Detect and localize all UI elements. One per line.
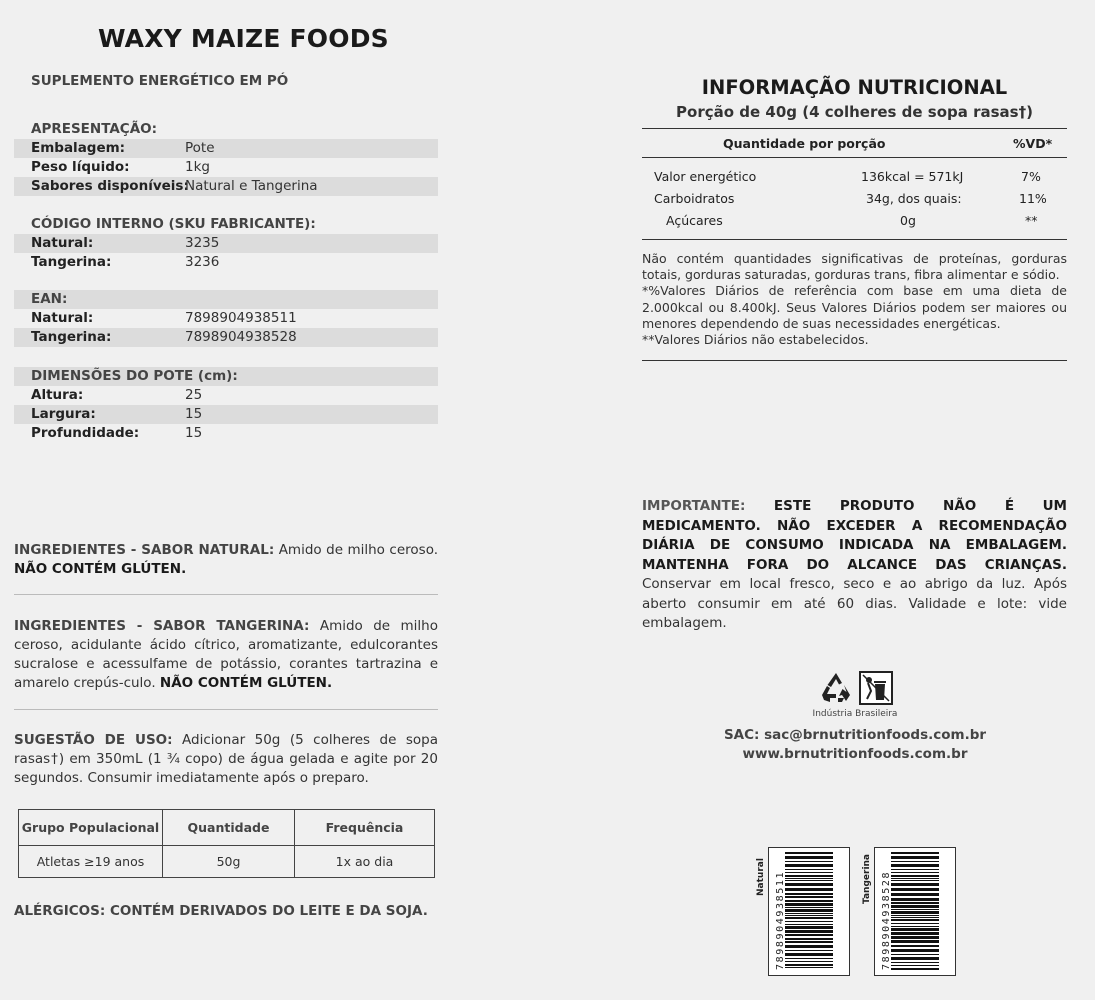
trash-bin-icon	[859, 671, 893, 705]
divider	[14, 594, 438, 595]
spec-label: Tangerina:	[31, 329, 112, 345]
barcode-bar	[785, 924, 833, 925]
barcode-digits: 7898904938511	[775, 870, 786, 970]
sugestao-text: Adicionar 50g (5 colheres de sopa rasas†) em 350mL (1 ¾ copo) de água gelada e agite por 20 segundos. Consumir imediatamente após o preparo.	[14, 732, 438, 786]
importante-bold: ESTE PRODUTO NÃO É UM MEDICAMENTO. NÃO EXCEDER A RECOMENDAÇÃO DIÁRIA DE CONSUMO INDICADA NA EMBALAGEM. MANTENHA FORA DO ALCANCE DAS CRIANÇAS.	[642, 498, 1067, 573]
spec-row	[14, 177, 438, 196]
nutrition-note: **Valores Diários não estabelecidos.	[642, 332, 869, 348]
spec-row	[14, 386, 438, 405]
spec-row	[14, 328, 438, 347]
barcode-bar	[785, 921, 833, 922]
barcode-bar	[785, 953, 833, 956]
barcode-bar	[891, 872, 939, 873]
nutrient-qty: 0g	[900, 213, 916, 228]
barcode-bar	[891, 880, 939, 881]
spec-label: Tangerina:	[31, 254, 112, 270]
section-header	[14, 120, 438, 139]
barcode-bar	[891, 936, 939, 939]
nutrition-portion: Porção de 40g (4 colheres de sopa rasas†)	[676, 103, 1033, 121]
spec-row	[14, 234, 438, 253]
barcode-bar	[785, 913, 833, 914]
nutrition-title: INFORMAÇÃO NUTRICIONAL	[701, 76, 1008, 99]
barcode-bar	[891, 902, 939, 904]
importante-lead: IMPORTANTE:	[642, 498, 746, 514]
barcode-bar	[785, 909, 833, 912]
barcode-bar	[785, 869, 833, 870]
importante-text: Conservar em local fresco, seco e ao abrigo da luz. Após aberto consumir em até 60 dias. Validade e lote: vide embalagem.	[642, 576, 1067, 631]
barcode-bar	[785, 917, 833, 919]
barcode-bar	[785, 964, 833, 966]
ingredientes-tangerina	[14, 617, 438, 693]
barcode-bar	[785, 856, 833, 859]
divider	[14, 709, 438, 710]
barcode-bar	[891, 878, 939, 879]
table-cell: Atletas ≥19 anos	[19, 846, 163, 878]
barcode-bar	[891, 861, 939, 862]
barcode-bar	[891, 856, 939, 859]
section-header-label: EAN:	[31, 291, 68, 307]
nutrient-vd: 7%	[1021, 169, 1041, 184]
barcode-bar	[785, 930, 833, 933]
spec-label: Natural:	[31, 310, 94, 326]
barcode-bar	[785, 875, 833, 877]
nutrition-rule	[642, 239, 1067, 240]
nutrition-note: *%Valores Diários de referência com base em uma dieta de 2.000kcal ou 8.400kJ. Seus Valores Diários podem ser maiores ou menores dependendo de suas necessidades energéticas.	[642, 283, 1067, 331]
table-header-cell: Grupo Populacional	[19, 810, 163, 846]
barcode-bar	[785, 961, 833, 962]
barcode-bar	[891, 928, 939, 931]
spec-value: Pote	[185, 140, 215, 156]
barcode-bar	[891, 909, 939, 910]
apresentacao-section	[14, 120, 438, 196]
ingredientes-natural-lead: INGREDIENTES - SABOR NATURAL:	[14, 542, 275, 558]
barcode-bar	[891, 945, 939, 947]
product-subtitle: SUPLEMENTO ENERGÉTICO EM PÓ	[31, 73, 289, 89]
barcode-bar	[785, 864, 833, 867]
spec-label: Peso líquido:	[31, 159, 130, 175]
barcode-tangerina	[862, 847, 956, 976]
barcode-bar	[785, 915, 833, 916]
barcode-bars	[785, 852, 833, 971]
section-header	[14, 367, 438, 386]
recycle-icon	[818, 671, 854, 705]
gluten-free-note: NÃO CONTÉM GLÚTEN.	[14, 561, 187, 577]
barcode-bar	[891, 893, 939, 896]
barcode-label: Natural	[756, 858, 766, 896]
barcode-bar	[891, 962, 939, 963]
nutrient-name: Valor energético	[654, 169, 757, 184]
barcode-bar	[785, 934, 833, 936]
barcode-bar	[891, 852, 939, 854]
barcode-bars	[891, 852, 939, 971]
barcode-bar	[785, 896, 833, 898]
spec-label: Profundidade:	[31, 425, 140, 441]
barcode-bar	[785, 950, 833, 951]
nutrition-notes	[642, 251, 1067, 348]
page-title: WAXY MAIZE FOODS	[98, 24, 389, 53]
ean-section	[14, 290, 438, 347]
barcode-bar	[891, 888, 939, 891]
barcode-bar	[891, 869, 939, 870]
barcode-bar	[891, 940, 939, 943]
table-header-cell: Quantidade	[163, 810, 295, 846]
spec-label: Altura:	[31, 387, 84, 403]
nutrient-name: Açúcares	[666, 213, 723, 228]
section-header-label: DIMENSÕES DO POTE (cm):	[31, 368, 238, 384]
spec-row	[14, 139, 438, 158]
ingredientes-natural-text: Amido de milho ceroso.	[274, 542, 439, 558]
table-cell: 1x ao dia	[295, 846, 435, 878]
barcode-bar	[891, 911, 939, 914]
nutrition-col-qty: Quantidade por porção	[723, 136, 886, 151]
spec-value: Natural e Tangerina	[185, 178, 318, 194]
dimensoes-section	[14, 367, 438, 443]
barcode-bar	[891, 898, 939, 901]
nutrient-qty: 136kcal = 571kJ	[861, 169, 964, 184]
ingredientes-natural	[14, 541, 438, 579]
barcode-bar	[891, 915, 939, 916]
spec-value: 7898904938511	[185, 310, 297, 326]
nutrient-vd: **	[1025, 213, 1038, 228]
section-header	[14, 290, 438, 309]
population-table	[18, 809, 435, 878]
nutrition-rule	[642, 360, 1067, 361]
nutrition-col-vd: %VD*	[1013, 136, 1053, 151]
barcode-bar	[785, 903, 833, 906]
barcode-bar	[891, 926, 939, 927]
sku-section	[14, 215, 438, 272]
barcode-bar	[891, 932, 939, 935]
spec-row	[14, 309, 438, 328]
barcode-bar	[785, 967, 833, 968]
spec-label: Embalagem:	[31, 140, 126, 156]
nutrition-rule	[642, 157, 1067, 158]
spec-value: 15	[185, 425, 203, 441]
website: www.brnutritionfoods.com.br	[742, 746, 968, 762]
spec-value: 7898904938528	[185, 329, 297, 345]
barcode-bar	[891, 883, 939, 886]
nutrient-name: Carboidratos	[654, 191, 735, 206]
gluten-free-note: NÃO CONTÉM GLÚTEN.	[159, 675, 333, 691]
barcode-label: Tangerina	[862, 853, 872, 904]
nutrition-rule	[642, 128, 1067, 129]
barcode-bar	[891, 905, 939, 908]
barcode-bar	[785, 880, 833, 881]
barcode-natural	[756, 847, 850, 976]
nutrient-qty: 34g, dos quais:	[866, 191, 962, 206]
sugestao-de-uso	[14, 731, 438, 788]
barcode-bar	[785, 941, 833, 943]
ingredientes-tangerina-lead: INGREDIENTES - SABOR TANGERINA:	[14, 618, 310, 634]
spec-label: Largura:	[31, 406, 96, 422]
sac-contact: SAC: sac@brnutritionfoods.com.br	[723, 727, 987, 743]
barcode-bar	[891, 949, 939, 952]
barcode-bar	[785, 893, 833, 895]
spec-value: 3236	[185, 254, 220, 270]
barcode-bar	[785, 883, 833, 886]
barcode-bar	[891, 965, 939, 966]
barcode-digits: 7898904938528	[881, 870, 892, 970]
allergen-warning: ALÉRGICOS: CONTÉM DERIVADOS DO LEITE E DA SOJA.	[14, 903, 428, 919]
table-header-cell: Frequência	[295, 810, 435, 846]
spec-value: 25	[185, 387, 203, 403]
section-header-label: CÓDIGO INTERNO (SKU FABRICANTE):	[31, 216, 316, 232]
barcode-bar	[891, 923, 939, 924]
industria-brasileira: Indústria Brasileira	[812, 709, 898, 719]
table-row	[19, 846, 435, 878]
spec-label: Natural:	[31, 235, 94, 251]
section-header-label: APRESENTAÇÃO:	[31, 121, 158, 137]
barcode-bar	[785, 938, 833, 940]
spec-row	[14, 253, 438, 272]
barcode-bar	[785, 945, 833, 948]
barcode-bar	[891, 864, 939, 867]
spec-label: Sabores disponíveis:	[31, 178, 189, 194]
spec-value: 1kg	[185, 159, 210, 175]
barcode-bar	[785, 888, 833, 891]
barcode-bar	[891, 954, 939, 955]
ingredientes-tangerina-text: Amido de milho ceroso, acidulante ácido cítrico, aromatizante, edulcorantes sucralose e acessulfame de potássio, corantes tartrazina e amarelo crepús-culo.	[14, 618, 439, 691]
barcode-bar	[891, 968, 939, 970]
barcode-bar	[785, 900, 833, 902]
nutrition-note: Não contém quantidades significativas de proteínas, gorduras totais, gorduras saturadas, gorduras trans, fibra alimentar e sódio.	[642, 251, 1067, 283]
barcode-bar	[891, 957, 939, 960]
spec-row	[14, 158, 438, 177]
spec-value: 15	[185, 406, 203, 422]
spec-value: 3235	[185, 235, 220, 251]
barcode-bar	[891, 919, 939, 921]
spec-row	[14, 405, 438, 424]
barcode-bar	[891, 917, 939, 918]
barcode-bar	[785, 926, 833, 929]
table-header-row	[19, 810, 435, 846]
sugestao-lead: SUGESTÃO DE USO:	[14, 732, 173, 748]
section-header	[14, 215, 438, 234]
table-cell: 50g	[163, 846, 295, 878]
barcode-bar	[785, 958, 833, 959]
barcode-bar	[891, 875, 939, 877]
barcode-bar	[785, 861, 833, 862]
importante-warning	[642, 497, 1067, 634]
barcode-bar	[785, 878, 833, 879]
barcode-bar	[785, 907, 833, 908]
spec-row	[14, 424, 438, 443]
nutrient-vd: 11%	[1019, 191, 1047, 206]
barcode-bar	[785, 872, 833, 873]
barcode-bar	[785, 852, 833, 854]
